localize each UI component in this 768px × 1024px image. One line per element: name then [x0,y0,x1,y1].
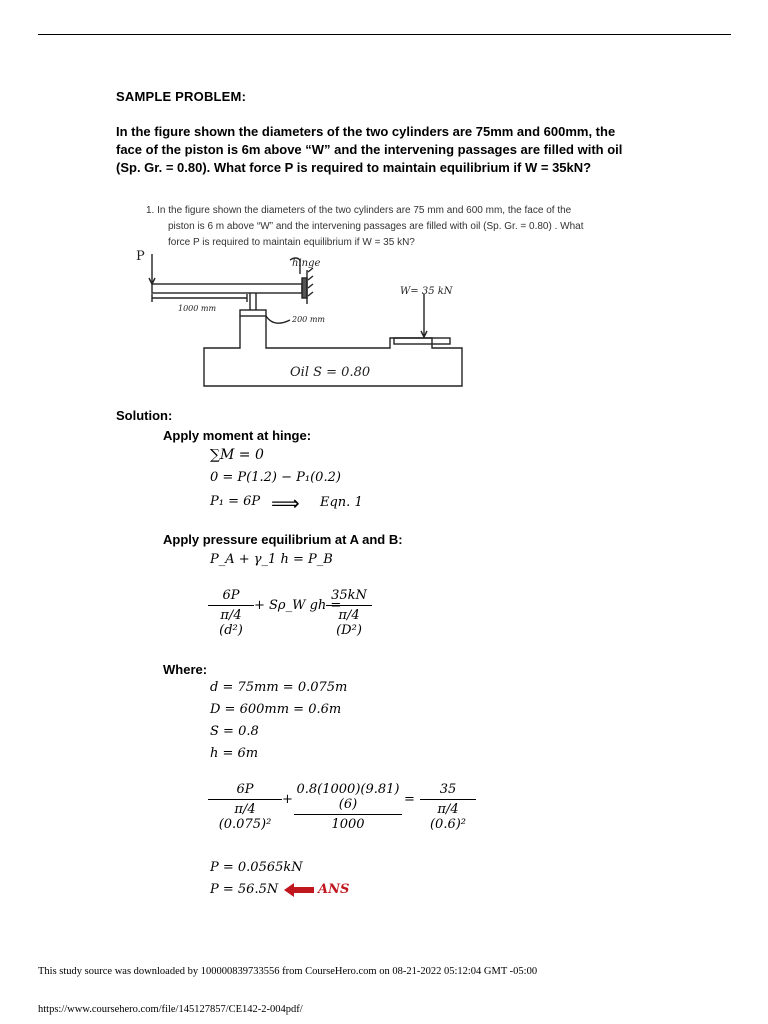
label-200mm: 200 mm [292,315,325,324]
answer-arrow-shape [284,883,314,897]
pressure-title: Apply pressure equilibrium at A and B: [163,532,403,547]
footer-source: This study source was downloaded by 100000839733556 from CourseHero.com on 08-21-2022 05:12:04 GMT -05:00 [38,966,538,977]
substituted-fraction-3 [420,782,476,832]
fraction-load-pressure [326,588,372,638]
given-d: d = 75mm = 0.075m [210,680,348,695]
moment-equation-2: 0 = P(1.2) − P₁(0.2) [210,470,341,485]
answer-arrow-icon [284,882,314,898]
fraction-numerator: 35kN [326,588,372,606]
footer-url[interactable]: https://www.coursehero.com/file/145127857/CE142-2-004pdf/ [38,1004,303,1015]
moment-equation-3: P₁ = 6P [210,494,261,509]
label-p: P [136,249,145,264]
fraction-denominator: π/4 (d²) [219,608,243,638]
lever-beam [152,284,302,293]
pressure-equation: P_A + γ_1 h = P_B [210,552,333,567]
large-piston [394,338,450,344]
label-oil: Oil S = 0.80 [290,365,371,380]
label-1000mm: 1000 mm [178,304,217,313]
answer-label: ANS [318,882,350,897]
fraction-denominator: π/4 (0.075)² [218,802,272,832]
fraction-numerator: 6P [208,588,254,606]
where-title: Where: [163,662,208,677]
equation-label: Eqn. 1 [320,495,363,510]
fraction-numerator: 35 [420,782,476,800]
figure-caption-line-1: 1. In the figure shown the diameters of the two cylinders are 75 mm and 600 mm, the face of the [146,205,572,216]
figure-caption-line-3: force P is required to maintain equilibrium if W = 35 kN? [168,237,415,248]
problem-statement [116,123,656,177]
problem-line-1: In the figure shown the diameters of the two cylinders are 75mm and 600mm, the [116,124,616,139]
moment-equation-1: ∑M = 0 [210,447,264,463]
fraction-denominator: π/4 (0.6)² [429,802,467,832]
result-n: P = 56.5N [210,882,279,897]
fraction-numerator: 0.8(1000)(9.81)(6) [294,782,402,815]
implies-arrow: ⟹ [271,491,300,515]
fraction-numerator: 6P [208,782,282,800]
hinge-block [302,278,307,298]
small-piston [240,310,266,316]
moment-title: Apply moment at hinge: [163,428,312,443]
fraction-denominator: π/4 (D²) [336,608,362,638]
result-kn: P = 0.0565kN [210,860,303,875]
label-weight: W= 35 kN [400,286,453,297]
page-heading: SAMPLE PROBLEM: [116,89,247,104]
oil-pressure-term: + Sρ_W gh = [254,598,342,613]
dim-200-leader [266,316,290,323]
problem-line-2: face of the piston is 6m above “W” and the intervening passages are filled with oil [116,142,623,157]
problem-figure [132,198,672,408]
fraction-piston-pressure [208,588,254,638]
equals-sign: = [404,792,415,807]
plus-sign: + [282,792,293,807]
figure-caption-line-2: piston is 6 m above “W” and the intervening passages are filled with oil (Sp. Gr. = 0.80) . What [168,221,584,232]
substituted-fraction-1 [208,782,282,832]
given-D: D = 600mm = 0.6m [210,702,342,717]
given-S: S = 0.8 [210,724,259,739]
substituted-fraction-2 [294,782,402,832]
given-h: h = 6m [210,746,259,761]
solution-title: Solution: [116,408,173,423]
problem-line-3: (Sp. Gr. = 0.80). What force P is required to maintain equilibrium if W = 35kN? [116,160,592,175]
top-rule [38,34,731,35]
hinge-hatch [308,268,313,296]
fraction-denominator: 1000 [331,817,365,832]
label-hinge: hinge [292,258,321,269]
